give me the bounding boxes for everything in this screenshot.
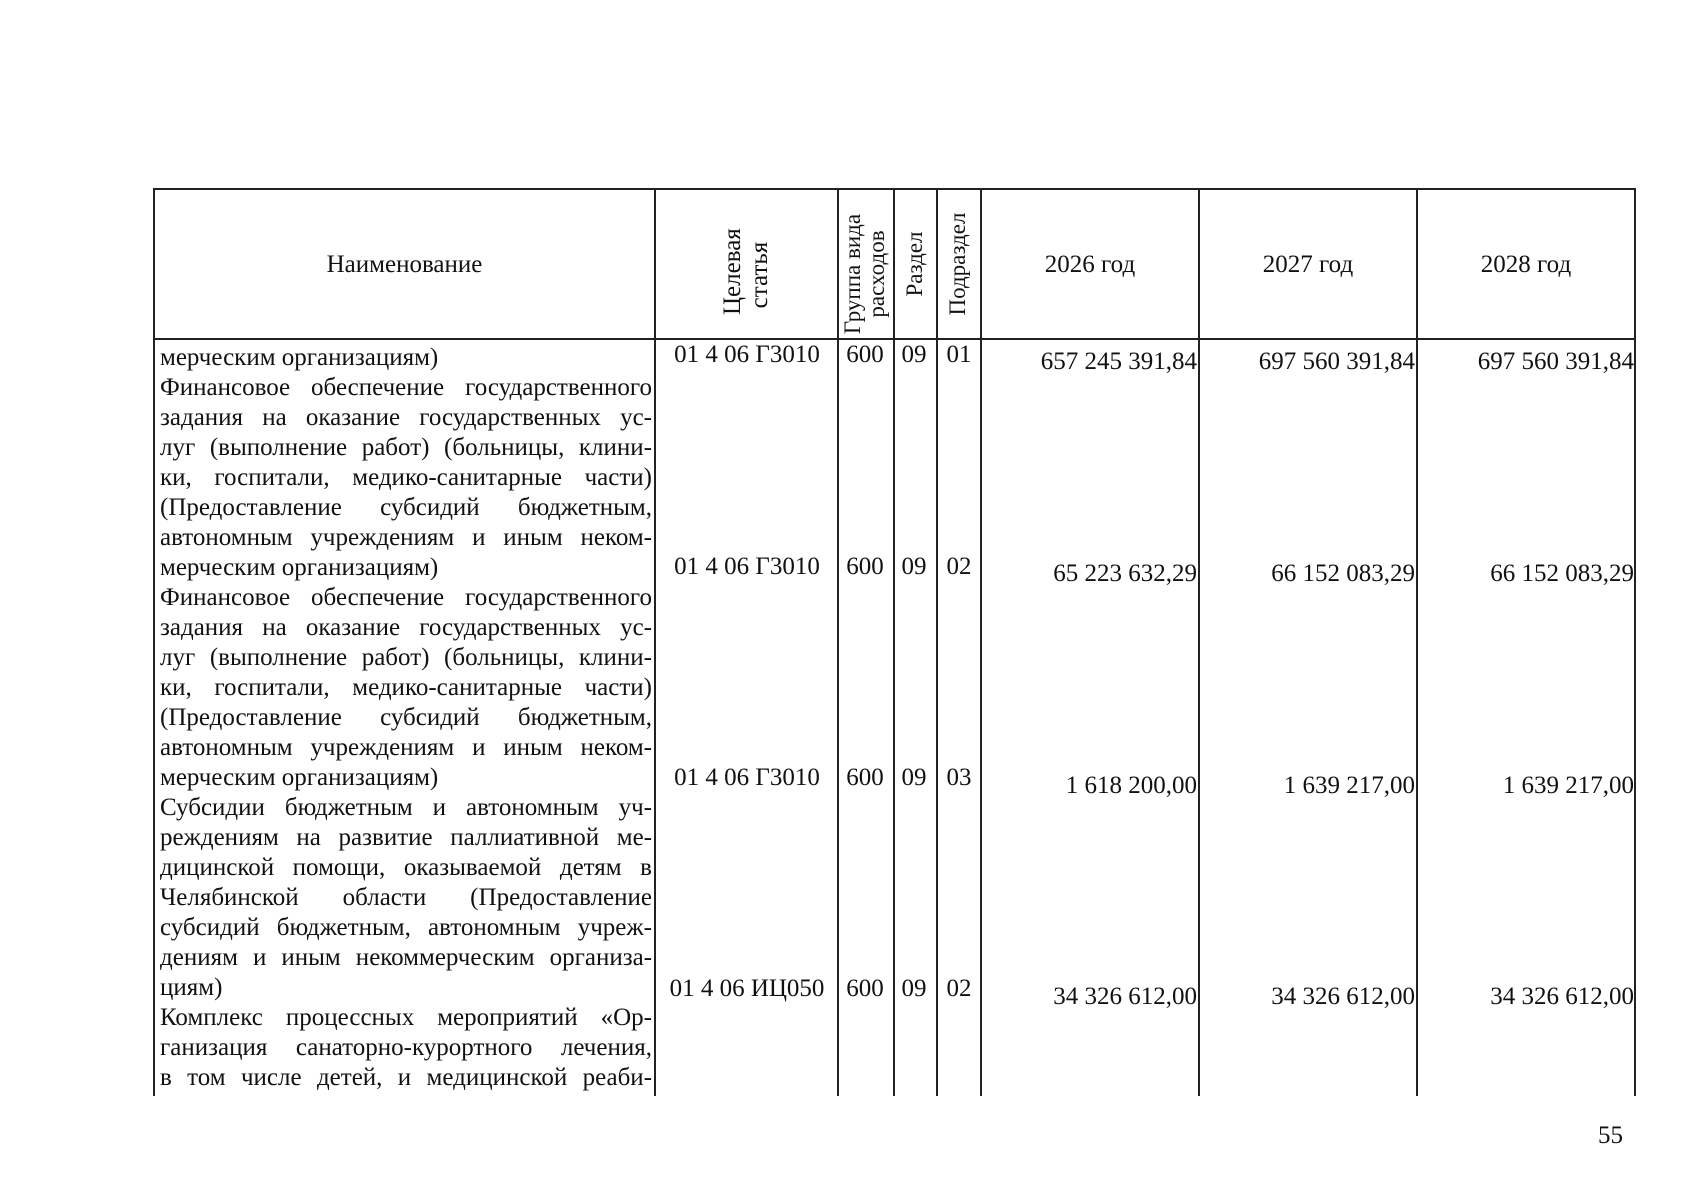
name-line: дицинской помощи, оказываемой детям в	[160, 854, 652, 881]
header-2026: 2026 год	[1044, 251, 1136, 278]
name-line: задания на оказание государственных ус-	[160, 404, 652, 431]
row-1-2027: 697 560 391,84	[1258, 348, 1415, 375]
header-target-article	[719, 200, 773, 350]
name-line: субсидий бюджетным, автономным учреж-	[160, 914, 652, 941]
row-1-subsection: 01	[946, 341, 972, 368]
col-divider-name	[654, 188, 656, 1096]
row-4-section: 09	[901, 975, 927, 1002]
row-2-2028: 66 152 083,29	[1490, 560, 1634, 587]
col-divider-section	[936, 188, 938, 1096]
row-1-2028: 697 560 391,84	[1477, 348, 1634, 375]
row-2-section: 09	[901, 553, 927, 580]
col-divider-subsection	[980, 188, 982, 1096]
name-line: Комплекс процессных мероприятий «Ор-	[160, 1004, 652, 1031]
name-line: реждениям на развитие паллиативной ме-	[160, 824, 652, 851]
name-line: ки, госпитали, медико-санитарные части)	[160, 464, 652, 491]
table-left-border	[153, 188, 155, 1096]
name-line: Челябинской области (Предоставление	[160, 884, 652, 911]
name-line: Финансовое обеспечение государственного	[160, 584, 652, 611]
header-subsection	[946, 204, 970, 324]
row-2-subsection: 02	[946, 553, 972, 580]
col-divider-code	[837, 188, 839, 1096]
row-1-group: 600	[846, 341, 884, 368]
header-expense-group-text: Группа вида расходов	[840, 213, 889, 335]
row-3-2027: 1 639 217,00	[1283, 772, 1415, 799]
name-line: мерческим организациям)	[160, 764, 439, 791]
row-4-2026: 34 326 612,00	[1053, 983, 1197, 1010]
header-2028: 2028 год	[1480, 251, 1572, 278]
page-number: 55	[1598, 1122, 1623, 1149]
col-divider-group	[893, 188, 895, 1096]
name-line: ки, госпитали, медико-санитарные части)	[160, 674, 652, 701]
name-line: автономным учреждениям и иным неком-	[160, 524, 652, 551]
row-1-section: 09	[901, 341, 927, 368]
row-4-2027: 34 326 612,00	[1271, 983, 1415, 1010]
row-3-subsection: 03	[946, 764, 972, 791]
header-section-text: Раздел	[902, 231, 927, 297]
name-line: Субсидии бюджетным и автономным уч-	[160, 794, 652, 821]
header-target-article-text: Целевая статья	[719, 228, 773, 315]
row-2-code: 01 4 06 Г3010	[674, 553, 820, 580]
name-line: в том числе детей, и медицинской реаби-	[160, 1064, 652, 1091]
row-4-subsection: 02	[946, 975, 972, 1002]
row-4-2028: 34 326 612,00	[1490, 983, 1634, 1010]
name-line: мерческим организациям)	[160, 554, 439, 581]
row-2-group: 600	[846, 553, 884, 580]
row-1-code: 01 4 06 Г3010	[674, 341, 820, 368]
row-2-2026: 65 223 632,29	[1053, 560, 1197, 587]
header-subsection-text: Подраздел	[945, 212, 970, 316]
name-line: дениям и иным некоммерческим организа-	[160, 944, 652, 971]
name-line: ганизация санаторно-курортного лечения,	[160, 1034, 652, 1061]
row-3-group: 600	[846, 764, 884, 791]
name-line: автономным учреждениям и иным неком-	[160, 734, 652, 761]
name-line: луг (выполнение работ) (больницы, клини-	[160, 644, 652, 671]
row-3-code: 01 4 06 Г3010	[674, 764, 820, 791]
name-column-text	[160, 343, 652, 1093]
header-section	[903, 214, 927, 314]
row-3-2028: 1 639 217,00	[1502, 772, 1634, 799]
row-2-2027: 66 152 083,29	[1271, 560, 1415, 587]
row-3-2026: 1 618 200,00	[1065, 772, 1197, 799]
row-4-group: 600	[846, 975, 884, 1002]
name-line: Финансовое обеспечение государственного	[160, 374, 652, 401]
col-divider-2027	[1416, 188, 1418, 1096]
name-line: мерческим организациям)	[160, 344, 439, 371]
row-3-section: 09	[901, 764, 927, 791]
col-divider-2026	[1198, 188, 1200, 1096]
name-line: (Предоставление субсидий бюджетным,	[160, 704, 652, 731]
name-line: циям)	[160, 974, 223, 1001]
header-name: Наименование	[326, 251, 483, 278]
row-4-code: 01 4 06 ИЦ050	[669, 975, 825, 1002]
header-2027: 2027 год	[1262, 251, 1354, 278]
table-right-border	[1634, 188, 1636, 1096]
row-1-2026: 657 245 391,84	[1040, 348, 1197, 375]
header-expense-group	[841, 199, 889, 349]
name-line: (Предоставление субсидий бюджетным,	[160, 494, 652, 521]
name-line: задания на оказание государственных ус-	[160, 614, 652, 641]
name-line: луг (выполнение работ) (больницы, клини-	[160, 434, 652, 461]
